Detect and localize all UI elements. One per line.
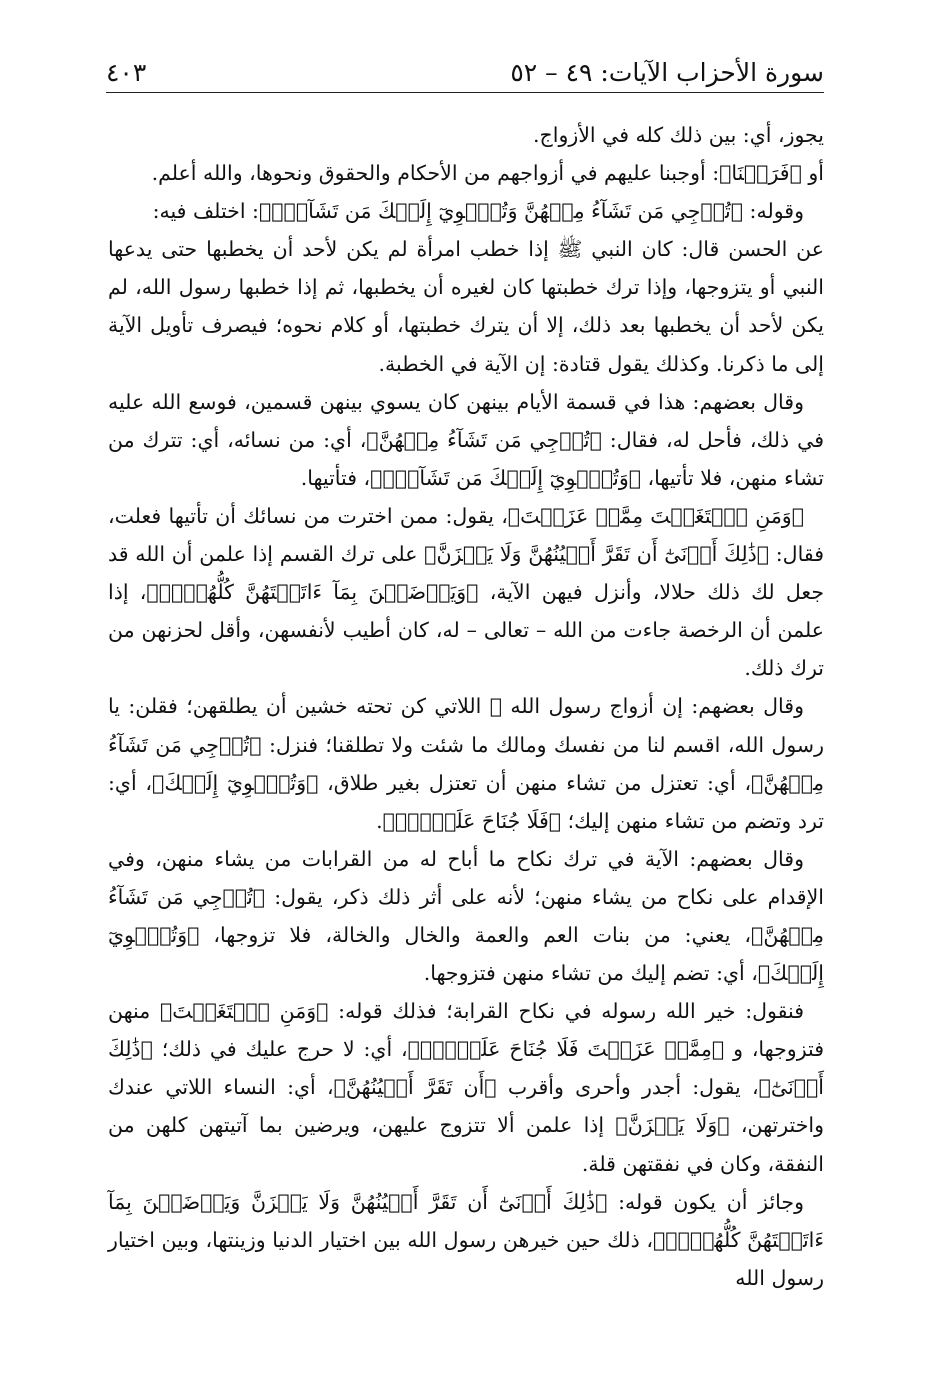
paragraph: أو ﴿فَرَضۡنَا﴾: أوجبنا عليهم في أزواجهم من الأحكام والحقوق ونحوها، والله أعلم. <box>151 161 824 186</box>
paragraph: فنقول: خير الله رسوله في نكاح القرابة؛ فذلك قوله: ﴿وَمَنِ ٱبۡتَغَيۡتَ﴾ منهن فتزوجها، و ﴿مِمَّنۡ عَزَلۡتَ فَلَا جُنَاحَ عَلَيۡكَۚ﴾، أي: لا حرج عليك في ذلك؛ ﴿ذَٰلِكَ أَدۡنَىٰٓ﴾، يقول: أجدر وأحرى وأقرب ﴿أَن تَقَرَّ أَعۡيُنُهُنَّ﴾، أي: النساء اللاتي عندك واخترتهن، ﴿وَلَا يَحۡزَنَّ﴾ إذا علمن ألا تتزوج عليهن، ويرضين بما آتيتهن كلهن من النفقة، وكان في نفقتهن قلة. <box>108 999 824 1176</box>
paragraph: وقال بعضهم: الآية في ترك نكاح ما أباح له من القرابات من يشاء منهن، وفي الإقدام على نكاح من يشاء منهن؛ لأنه على أثر ذلك ذكر، يقول: ﴿تُرۡجِي مَن تَشَآءُ مِنۡهُنَّ﴾، يعني: من بنات العم والعمة والخال والخالة، فلا تزوجها، ﴿وَتُـٔۡوِيٓ إِلَيۡكَ﴾، أي: تضم إليك من تشاء منهن فتزوجها. <box>108 846 824 986</box>
paragraph: وجائز أن يكون قوله: ﴿ذَٰلِكَ أَدۡنَىٰٓ أَن تَقَرَّ أَعۡيُنُهُنَّ وَلَا يَحۡزَنَّ وَيَرۡضَيۡنَ بِمَآ ءَاتَيۡتَهُنَّ كُلُّهُنَّۚ﴾، ذلك حين خيرهن رسول الله بين اختيار الدنيا وزينتها، وبين اختيار رسول الله <box>108 1189 824 1290</box>
paragraph: وقال بعضهم: هذا في قسمة الأيام بينهن كان يسوي بينهن قسمين، فوسع الله عليه في ذلك، فأحل له، فقال: ﴿تُرۡجِي مَن تَشَآءُ مِنۡهُنَّ﴾، أي: من نسائه، أي: تترك من تشاء منهن، فلا تأتيها، ﴿وَتُـٔۡوِيٓ إِلَيۡكَ مَن تَشَآءُۖ﴾، فتأتيها. <box>108 389 824 490</box>
paragraph: وقوله: ﴿تُرۡجِي مَن تَشَآءُ مِنۡهُنَّ وَتُـٔۡوِيٓ إِلَيۡكَ مَن تَشَآءُۖ﴾: اختلف فيه: <box>152 199 804 224</box>
page-number: ٤٠٣ <box>106 57 147 87</box>
paragraph: عن الحسن قال: كان النبي ﷺ إذا خطب امرأة لم يكن لأحد أن يخطبها حتى يدعها النبي أو يتزوجها، وإذا ترك خطبتها كان لغيره أن يخطبها، ثم إذا خطبها رسول الله، لم يكن لأحد أن يخطبها بعد ذلك، إلا أن يترك خطبتها، أو كلام نحوه؛ فيصرف تأويل الآية إلى ما ذكرنا. وكذلك يقول قتادة: إن الآية في الخطبة. <box>108 237 824 376</box>
page-header <box>106 52 824 93</box>
paragraph: يجوز، أي: بين ذلك كله في الأزواج. <box>533 123 824 147</box>
paragraph: وقال بعضهم: إن أزواج رسول الله ﷺ اللاتي كن تحته خشين أن يطلقهن؛ فقلن: يا رسول الله، اقسم لنا من نفسك ومالك ما شئت ولا تطلقنا؛ فنزل: ﴿تُرۡجِي مَن تَشَآءُ مِنۡهُنَّ﴾، أي: تعتزل من تشاء منهن أن تعتزل بغير طلاق، ﴿وَتُـٔۡوِيٓ إِلَيۡكَ﴾، أي: ترد وتضم من تشاء منهن إليك؛ ﴿فَلَا جُنَاحَ عَلَيۡكَۚ﴾. <box>108 694 824 833</box>
paragraph: ﴿وَمَنِ ٱبۡتَغَيۡتَ مِمَّنۡ عَزَلۡتَ﴾، يقول: ممن اخترت من نسائك أن تأتيها فعلت، فقال: ﴿ذَٰلِكَ أَدۡنَىٰٓ أَن تَقَرَّ أَعۡيُنُهُنَّ وَلَا يَحۡزَنَّ﴾ على ترك القسم إذا علمن أن الله قد جعل لك ذلك حلالا، وأنزل فيهن الآية، ﴿وَيَرۡضَيۡنَ بِمَآ ءَاتَيۡتَهُنَّ كُلُّهُنَّۚ﴾، إذا علمن أن الرخصة جاءت من الله – تعالى – له، كان أطيب لأنفسهن، وأقل لحزنهن من ترك ذلك. <box>108 503 824 681</box>
page-body <box>108 116 824 1297</box>
running-title: سورة الأحزاب الآيات: ٤٩ – ٥٢ <box>510 57 824 87</box>
